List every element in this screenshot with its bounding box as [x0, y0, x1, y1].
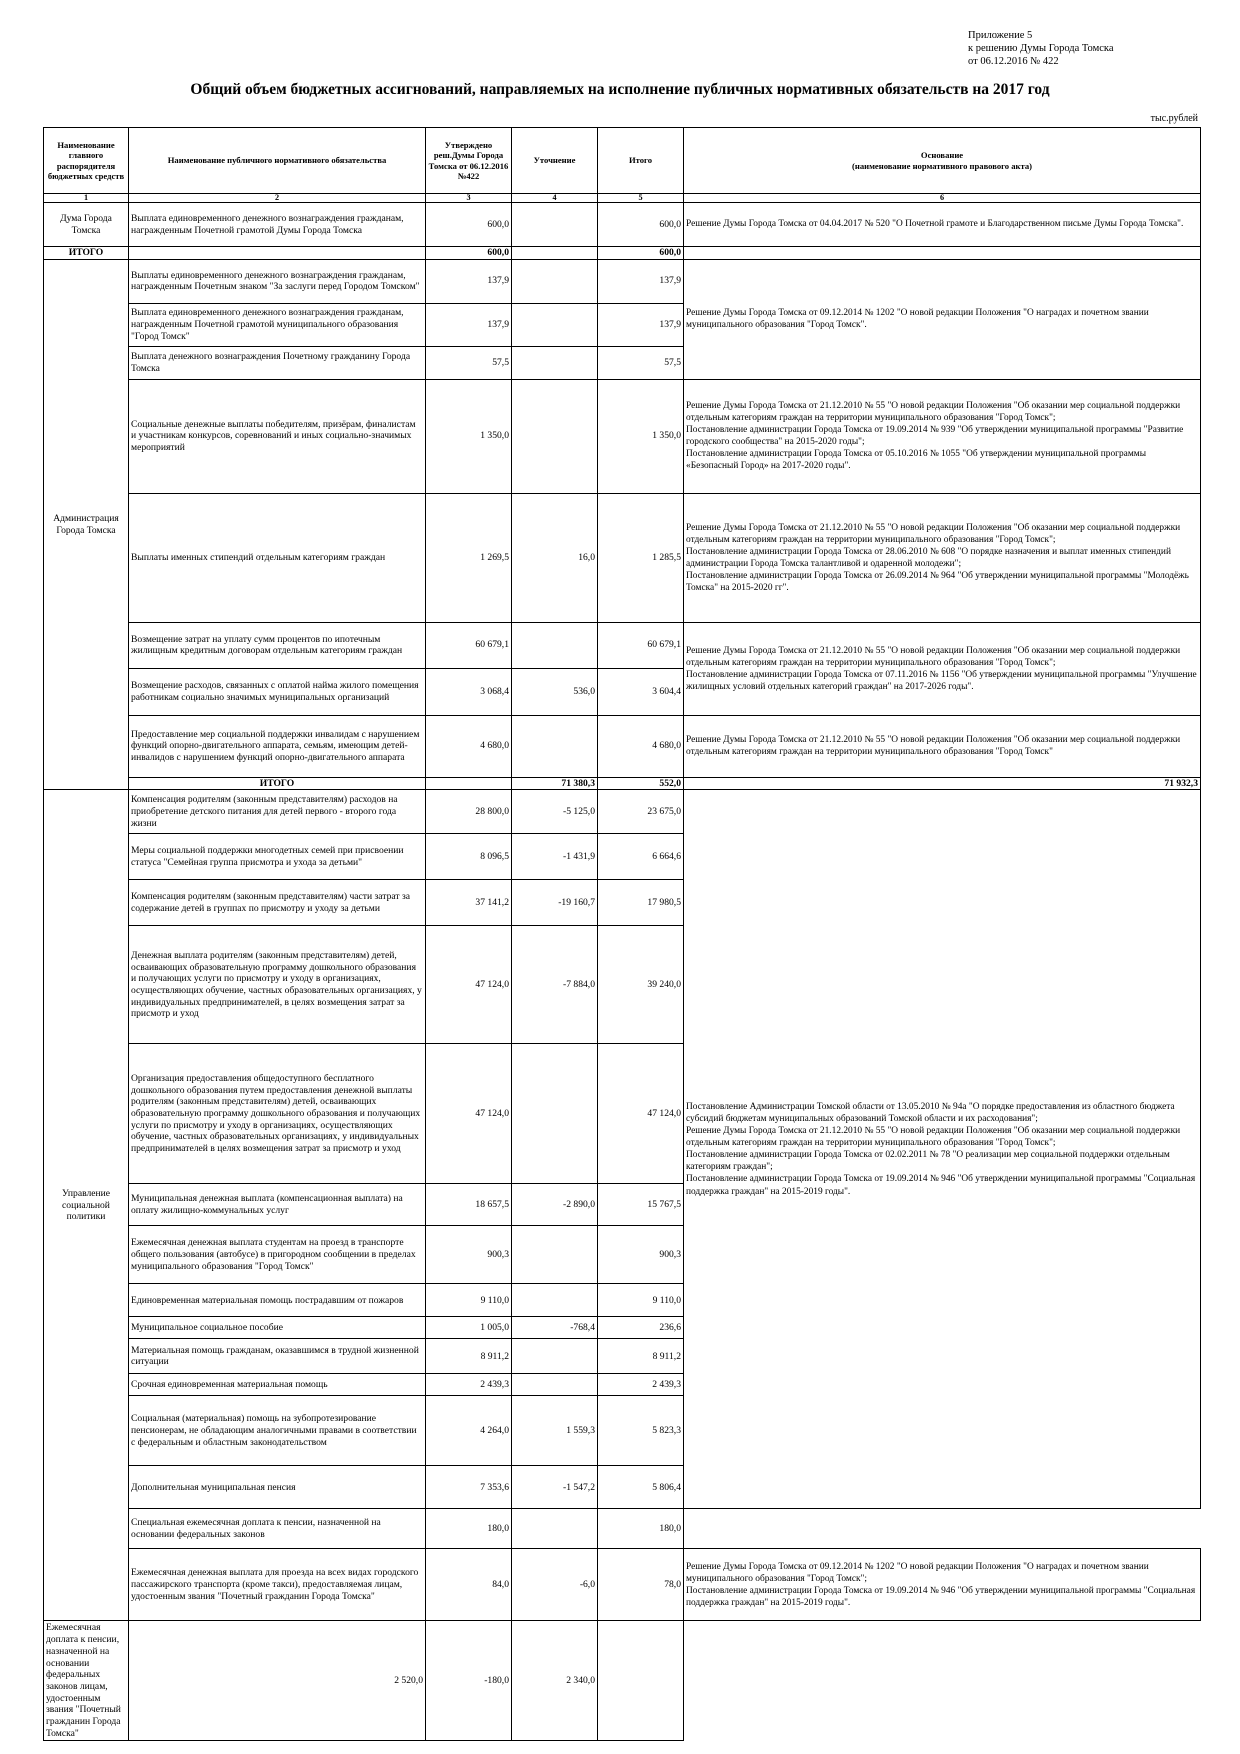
obligation-name: Ежемесячная денежная выплата для проезда на всех видах городского пассажирского транспорта (кроме такси), предоставляемая лицам, удостоенным звания "Почетный гражданин Города Томска" — [129, 1549, 426, 1621]
obligation-name: Дополнительная муниципальная пенсия — [129, 1466, 426, 1509]
obligation-name: Выплаты единовременного денежного вознаграждения гражданам, награжденным Почетным знаком "За заслуги перед Городом Томском" — [129, 259, 426, 303]
total-value: 5 806,4 — [598, 1466, 684, 1509]
approved-value: 28 800,0 — [426, 790, 512, 834]
total-value: 8 911,2 — [598, 1339, 684, 1374]
table-row — [44, 1509, 1201, 1549]
table-row — [44, 259, 1201, 303]
obligation-name: Социальная (материальная) помощь на зубопротезирование пенсионерам, не обладающим аналогичными правами в соответствии с федеральным и областным законодательством — [129, 1396, 426, 1466]
total-sum: 71 932,3 — [684, 777, 1201, 790]
column-number: 3 — [426, 194, 512, 203]
total-value: 3 604,4 — [598, 668, 684, 715]
obligation-name: Предоставление мер социальной поддержки инвалидам с нарушением функций опорно-двигательного аппарата, семьям, имеющим детей-инвалидов с нарушением функций опорно-двигательного аппарата — [129, 715, 426, 777]
table-row — [44, 790, 1201, 834]
adjustment-value: -7 884,0 — [512, 926, 598, 1044]
obligation-name: Единовременная материальная помощь пострадавшим от пожаров — [129, 1284, 426, 1317]
total-basis-empty — [684, 247, 1201, 260]
adjustment-value: 536,0 — [512, 668, 598, 715]
approved-value: 57,5 — [426, 346, 512, 379]
approved-value: 9 110,0 — [426, 1284, 512, 1317]
adjustment-value: -1 431,9 — [512, 834, 598, 880]
header-basis-subtitle: (наименование нормативного правового акта) — [852, 160, 1032, 171]
manager-cell: Управление социальной политики — [44, 790, 129, 1621]
obligation-name: Выплаты именных стипендий отдельным категориям граждан — [129, 493, 426, 622]
adjustment-value — [512, 1374, 598, 1396]
annex-line: Приложение 5 — [968, 30, 1033, 41]
header-basis — [684, 128, 1201, 194]
approved-value: 47 124,0 — [426, 926, 512, 1044]
total-value: 9 110,0 — [598, 1284, 684, 1317]
total-value: 600,0 — [598, 203, 684, 247]
annex-line: к решению Думы Города Томска — [968, 43, 1114, 54]
total-empty — [129, 247, 426, 260]
obligation-name: Выплата единовременного денежного вознаграждения гражданам, награжденным Почетной грамотой муниципального образования "Город Томск" — [129, 303, 426, 346]
adjustment-value — [512, 1226, 598, 1284]
basis-cell: Решение Думы Города Томска от 09.12.2014 № 1202 "О новой редакции Положения "О наградах и почетном звании муниципального образования "Город Томск". — [684, 259, 1201, 379]
basis-cell: Решение Думы Города Томска от 21.12.2010 № 55 "О новой редакции Положения "Об оказании мер социальной поддержки отдельным категориям граждан на территории муниципального образования "Город Томск"; Постановление администрации Города Томска от 19.09.2014 № 939 "Об утверждении муниципальной программы "Развитие городского сообщества" на 2015-2020 годы"; Постановление администрации Города Томска от 05.10.2016 № 1055 "Об утверждении муниципальной программы «Безопасный Город» на 2017-2020 годы". — [684, 379, 1201, 493]
table-row — [44, 379, 1201, 493]
approved-value: 2 520,0 — [129, 1621, 426, 1741]
total-value: 1 350,0 — [598, 379, 684, 493]
approved-value: 4 680,0 — [426, 715, 512, 777]
table-row — [44, 493, 1201, 622]
annex-line: от 06.12.2016 № 422 — [968, 56, 1059, 67]
header-adjustment: Уточнение — [512, 128, 598, 194]
total-value: 39 240,0 — [598, 926, 684, 1044]
adjustment-value: -6,0 — [512, 1549, 598, 1621]
total-empty — [426, 777, 512, 790]
column-number-row — [44, 194, 1201, 203]
basis-cell: Решение Думы Города Томска от 09.12.2014 № 1202 "О новой редакции Положения "О наградах и почетном звании муниципального образования "Город Томск"; Постановление администрации Города Томска от 19.09.2014 № 946 "Об утверждении муниципальной программы "Социальная поддержка граждан" на 2015-2019 годы". — [684, 1549, 1201, 1621]
adjustment-value — [512, 303, 598, 346]
basis-cell: Решение Думы Города Томска от 21.12.2010 № 55 "О новой редакции Положения "Об оказании мер социальной поддержки отдельным категориям граждан на территории муниципального образования "Город Томск" — [684, 715, 1201, 777]
approved-value: 2 439,3 — [426, 1374, 512, 1396]
header-manager: Наименование главного распорядителя бюджетных средств — [44, 128, 129, 194]
approved-value: 137,9 — [426, 303, 512, 346]
approved-value: 1 350,0 — [426, 379, 512, 493]
adjustment-value: -19 160,7 — [512, 880, 598, 926]
obligation-name: Меры социальной поддержки многодетных семей при присвоении статуса "Семейная группа присмотра и ухода за детьми" — [129, 834, 426, 880]
total-value: 17 980,5 — [598, 880, 684, 926]
obligation-name: Материальная помощь гражданам, оказавшимся в трудной жизненной ситуации — [129, 1339, 426, 1374]
approved-value: 4 264,0 — [426, 1396, 512, 1466]
obligation-name: Муниципальное социальное пособие — [129, 1317, 426, 1339]
total-value: 1 285,5 — [598, 493, 684, 622]
units-label: тыс.рублей — [1150, 113, 1198, 124]
total-label: ИТОГО — [44, 247, 129, 260]
approved-value: 7 353,6 — [426, 1466, 512, 1509]
approved-value: 47 124,0 — [426, 1044, 512, 1184]
obligation-name: Возмещение затрат на уплату сумм процентов по ипотечным жилищным кредитным договорам отдельным категориям граждан — [129, 622, 426, 668]
header-approved: Утверждено реш.Думы Города Томска от 06.12.2016 №422 — [426, 128, 512, 194]
basis-cell: Решение Думы Города Томска от 04.04.2017 № 520 "О Почетной грамоте и Благодарственном письме Думы Города Томска". — [684, 203, 1201, 247]
approved-value: 137,9 — [426, 259, 512, 303]
manager-cell: Дума Города Томска — [44, 203, 129, 247]
obligation-name: Социальные денежные выплаты победителям, призёрам, финалистам и участникам конкурсов, соревнований и иных социально-значимых мероприятий — [129, 379, 426, 493]
approved-value: 60 679,1 — [426, 622, 512, 668]
total-adjustment: 552,0 — [598, 777, 684, 790]
obligation-name: Муниципальная денежная выплата (компенсационная выплата) на оплату жилищно-коммунальных услуг — [129, 1184, 426, 1226]
obligation-name: Организация предоставления общедоступного бесплатного дошкольного образования путем предоставления денежной выплаты родителям (законным представителям) детей, осваивающих образовательную программу дошкольного образования и получающих услуги по присмотру и уходу в организациях, осуществляющих обучение, частных образовательных организациях, у индивидуальных предпринимателей в целях возмещения затрат за присмотр и уход — [129, 1044, 426, 1184]
approved-value: 8 911,2 — [426, 1339, 512, 1374]
total-value: 15 767,5 — [598, 1184, 684, 1226]
total-value: 2 340,0 — [512, 1621, 598, 1741]
approved-value: 900,3 — [426, 1226, 512, 1284]
header-basis-title: Основание — [920, 150, 964, 161]
basis-cell — [598, 1621, 684, 1741]
obligation-name: Выплата денежного вознаграждения Почетному гражданину Города Томска — [129, 346, 426, 379]
total-value: 180,0 — [598, 1509, 684, 1549]
budget-table — [43, 127, 1201, 1741]
total-value: 236,6 — [598, 1317, 684, 1339]
adjustment-value — [512, 379, 598, 493]
column-number: 6 — [684, 194, 1201, 203]
adjustment-value — [512, 1339, 598, 1374]
manager-cell: Администрация Города Томска — [44, 259, 129, 790]
column-number: 1 — [44, 194, 129, 203]
header-obligation: Наименование публичного нормативного обязательства — [129, 128, 426, 194]
adjustment-value — [512, 203, 598, 247]
table-row — [44, 715, 1201, 777]
annex-note — [968, 29, 1114, 68]
approved-value: 37 141,2 — [426, 880, 512, 926]
approved-value: 18 657,5 — [426, 1184, 512, 1226]
total-value: 60 679,1 — [598, 622, 684, 668]
obligation-name: Специальная ежемесячная доплата к пенсии, назначенной на основании федеральных законов — [129, 1509, 426, 1549]
adjustment-value: 16,0 — [512, 493, 598, 622]
total-value: 137,9 — [598, 259, 684, 303]
total-value: 4 680,0 — [598, 715, 684, 777]
total-adjustment — [512, 247, 598, 260]
adjustment-value: 1 559,3 — [512, 1396, 598, 1466]
total-value: 900,3 — [598, 1226, 684, 1284]
obligation-name: Компенсация родителям (законным представителям) части затрат за содержание детей в группах по присмотру и уходу за детьми — [129, 880, 426, 926]
approved-value: 1 005,0 — [426, 1317, 512, 1339]
adjustment-value: -1 547,2 — [512, 1466, 598, 1509]
approved-value: 1 269,5 — [426, 493, 512, 622]
adjustment-value — [512, 1044, 598, 1184]
basis-cell: Решение Думы Города Томска от 21.12.2010 № 55 "О новой редакции Положения "Об оказании мер социальной поддержки отдельным категориям граждан на территории муниципального образования "Город Томск"; Постановление администрации Города Томска от 28.06.2010 № 608 "О порядке назначения и выплат именных стипендий администрации Города Томска талантливой и одаренной молодежи"; Постановление администрации Города Томска от 26.09.2014 № 964 "Об утверждении муниципальной программы "Молодёжь Томска" на 2015-2020 гг". — [684, 493, 1201, 622]
total-approved: 71 380,3 — [512, 777, 598, 790]
approved-value: 3 068,4 — [426, 668, 512, 715]
obligation-name: Ежемесячная денежная выплата студентам на проезд в транспорте общего пользования (автобусе) в пригородном сообщении в пределах муниципального образования "Город Томск" — [129, 1226, 426, 1284]
adjustment-value — [512, 715, 598, 777]
total-row — [44, 777, 1201, 790]
document-title: Общий объем бюджетных ассигнований, направляемых на исполнение публичных нормативных обязательств на 2017 год — [190, 81, 1050, 98]
total-value: 6 664,6 — [598, 834, 684, 880]
approved-value: 180,0 — [426, 1509, 512, 1549]
obligation-name: Компенсация родителям (законным представителям) расходов на приобретение детского питания для детей первого - второго года жизни — [129, 790, 426, 834]
adjustment-value — [512, 1284, 598, 1317]
adjustment-value: -5 125,0 — [512, 790, 598, 834]
total-value: 2 439,3 — [598, 1374, 684, 1396]
obligation-name: Возмещение расходов, связанных с оплатой найма жилого помещения работникам социально значимых муниципальных организаций — [129, 668, 426, 715]
basis-cell: Решение Думы Города Томска от 21.12.2010 № 55 "О новой редакции Положения "Об оказании мер социальной поддержки отдельным категориям граждан на территории муниципального образования "Город Томск"; Постановление администрации Города Томска от 07.11.2016 № 1156 "Об утверждении муниципальной программы "Улучшение жилищных условий отдельных категорий граждан" на 2017-2026 годы". — [684, 622, 1201, 715]
basis-cell: Постановление Администрации Томской области от 13.05.2010 № 94а "О порядке предоставления из областного бюджета субсидий бюджетам муниципальных образований Томской области и их расходования"; Решение Думы Города Томска от 21.12.2010 № 55 "О новой редакции Положения "Об оказании мер социальной поддержки отдельным категориям граждан на территории муниципального образования "Город Томск"; Постановление администрации Города Томска от 02.02.2011 № 78 "О реализации мер социальной поддержки отдельным категориям граждан"; Постановление администрации Города Томска от 19.09.2014 № 946 "Об утверждении муниципальной программы "Социальная поддержка граждан" на 2015-2019 годы". — [684, 790, 1201, 1509]
column-number: 5 — [598, 194, 684, 203]
header-total: Итого — [598, 128, 684, 194]
obligation-name: Выплата единовременного денежного вознаграждения гражданам, награжденным Почетной грамотой Думы Города Томска — [129, 203, 426, 247]
adjustment-value — [512, 1509, 598, 1549]
column-number: 4 — [512, 194, 598, 203]
table-row — [44, 203, 1201, 247]
total-row — [44, 247, 1201, 260]
adjustment-value — [512, 346, 598, 379]
total-value: 23 675,0 — [598, 790, 684, 834]
total-label: ИТОГО — [129, 777, 426, 790]
table-row — [44, 1621, 1201, 1741]
total-value: 78,0 — [598, 1549, 684, 1621]
adjustment-value — [512, 622, 598, 668]
adjustment-value: -2 890,0 — [512, 1184, 598, 1226]
approved-value: 8 096,5 — [426, 834, 512, 880]
total-value: 137,9 — [598, 303, 684, 346]
total-approved: 600,0 — [426, 247, 512, 260]
approved-value: 600,0 — [426, 203, 512, 247]
adjustment-value: -180,0 — [426, 1621, 512, 1741]
total-sum: 600,0 — [598, 247, 684, 260]
obligation-name: Денежная выплата родителям (законным представителям) детей, осваивающих образовательную программу дошкольного образования и получающих услуги по присмотру и уходу в организациях, осуществляющих обучение, частных образовательных организациях, у индивидуальных предпринимателей, в целях возмещения затрат за присмотр и уход — [129, 926, 426, 1044]
approved-value: 84,0 — [426, 1549, 512, 1621]
total-value: 5 823,3 — [598, 1396, 684, 1466]
total-value: 57,5 — [598, 346, 684, 379]
total-value: 47 124,0 — [598, 1044, 684, 1184]
obligation-name: Срочная единовременная материальная помощь — [129, 1374, 426, 1396]
adjustment-value — [512, 259, 598, 303]
table-row — [44, 622, 1201, 668]
adjustment-value: -768,4 — [512, 1317, 598, 1339]
table-header-row — [44, 128, 1201, 194]
table-body — [44, 203, 1201, 1741]
obligation-name: Ежемесячная доплата к пенсии, назначенной на основании федеральных законов лицам, удостоенным звания "Почетный гражданин Города Томска" — [44, 1621, 129, 1741]
column-number: 2 — [129, 194, 426, 203]
table-row — [44, 1549, 1201, 1621]
